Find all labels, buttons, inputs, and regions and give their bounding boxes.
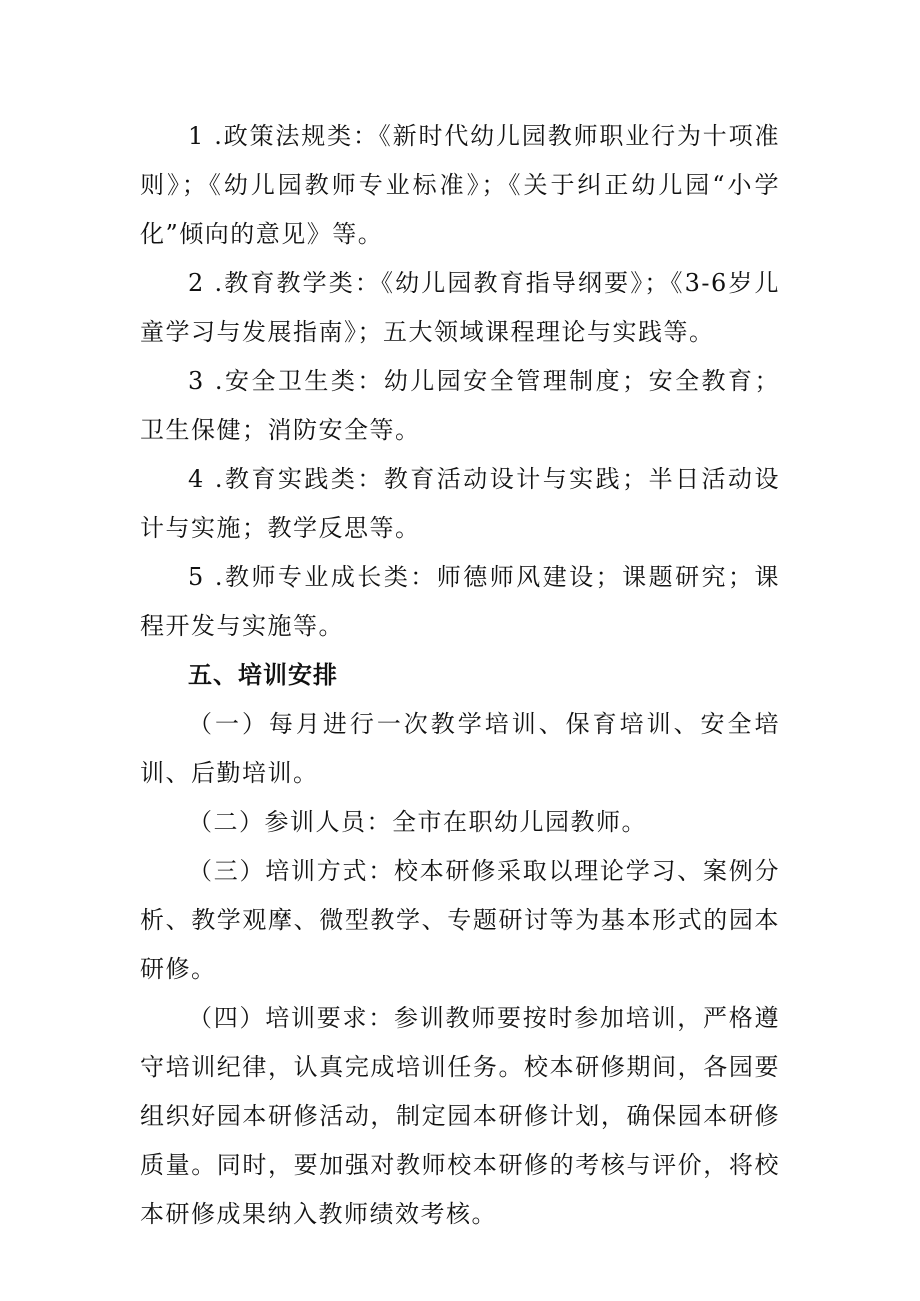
arrangement-frequency: （一）每月进行一次教学培训、保育培训、安全培训、后勤培训。 [140, 710, 780, 787]
document-page [140, 112, 780, 1239]
content-item-teaching: 2 .教育教学类：《幼儿园教育指导纲要》；《3-6岁儿童学习与发展指南》；五大领域课程理论与实践等。 [140, 269, 780, 346]
content-item-practice: 4 .教育实践类：教育活动设计与实践；半日活动设计与实施；教学反思等。 [140, 465, 780, 542]
arrangement-participants: （二）参训人员：全市在职幼儿园教师。 [188, 808, 647, 836]
content-item-policy: 1 .政策法规类：《新时代幼儿园教师职业行为十项准则》；《幼儿园教师专业标准》；《关于纠正幼儿园“小学化”倾向的意见》等。 [140, 122, 780, 248]
section-heading-training-arrangement: 五、培训安排 [188, 661, 338, 689]
content-item-safety: 3 .安全卫生类：幼儿园安全管理制度；安全教育；卫生保健；消防安全等。 [140, 367, 780, 444]
arrangement-requirements: （四）培训要求：参训教师要按时参加培训，严格遵守培训纪律，认真完成培训任务。校本研修期间，各园要组织好园本研修活动，制定园本研修计划，确保园本研修质量。同时，要加强对教师校本研修的考核与评价，将校本研修成果纳入教师绩效考核。 [140, 1004, 780, 1228]
content-item-growth: 5 .教师专业成长类：师德师风建设；课题研究；课程开发与实施等。 [140, 563, 780, 640]
arrangement-method: （三）培训方式：校本研修采取以理论学习、案例分析、教学观摩、微型教学、专题研讨等为基本形式的园本研修。 [140, 857, 780, 983]
